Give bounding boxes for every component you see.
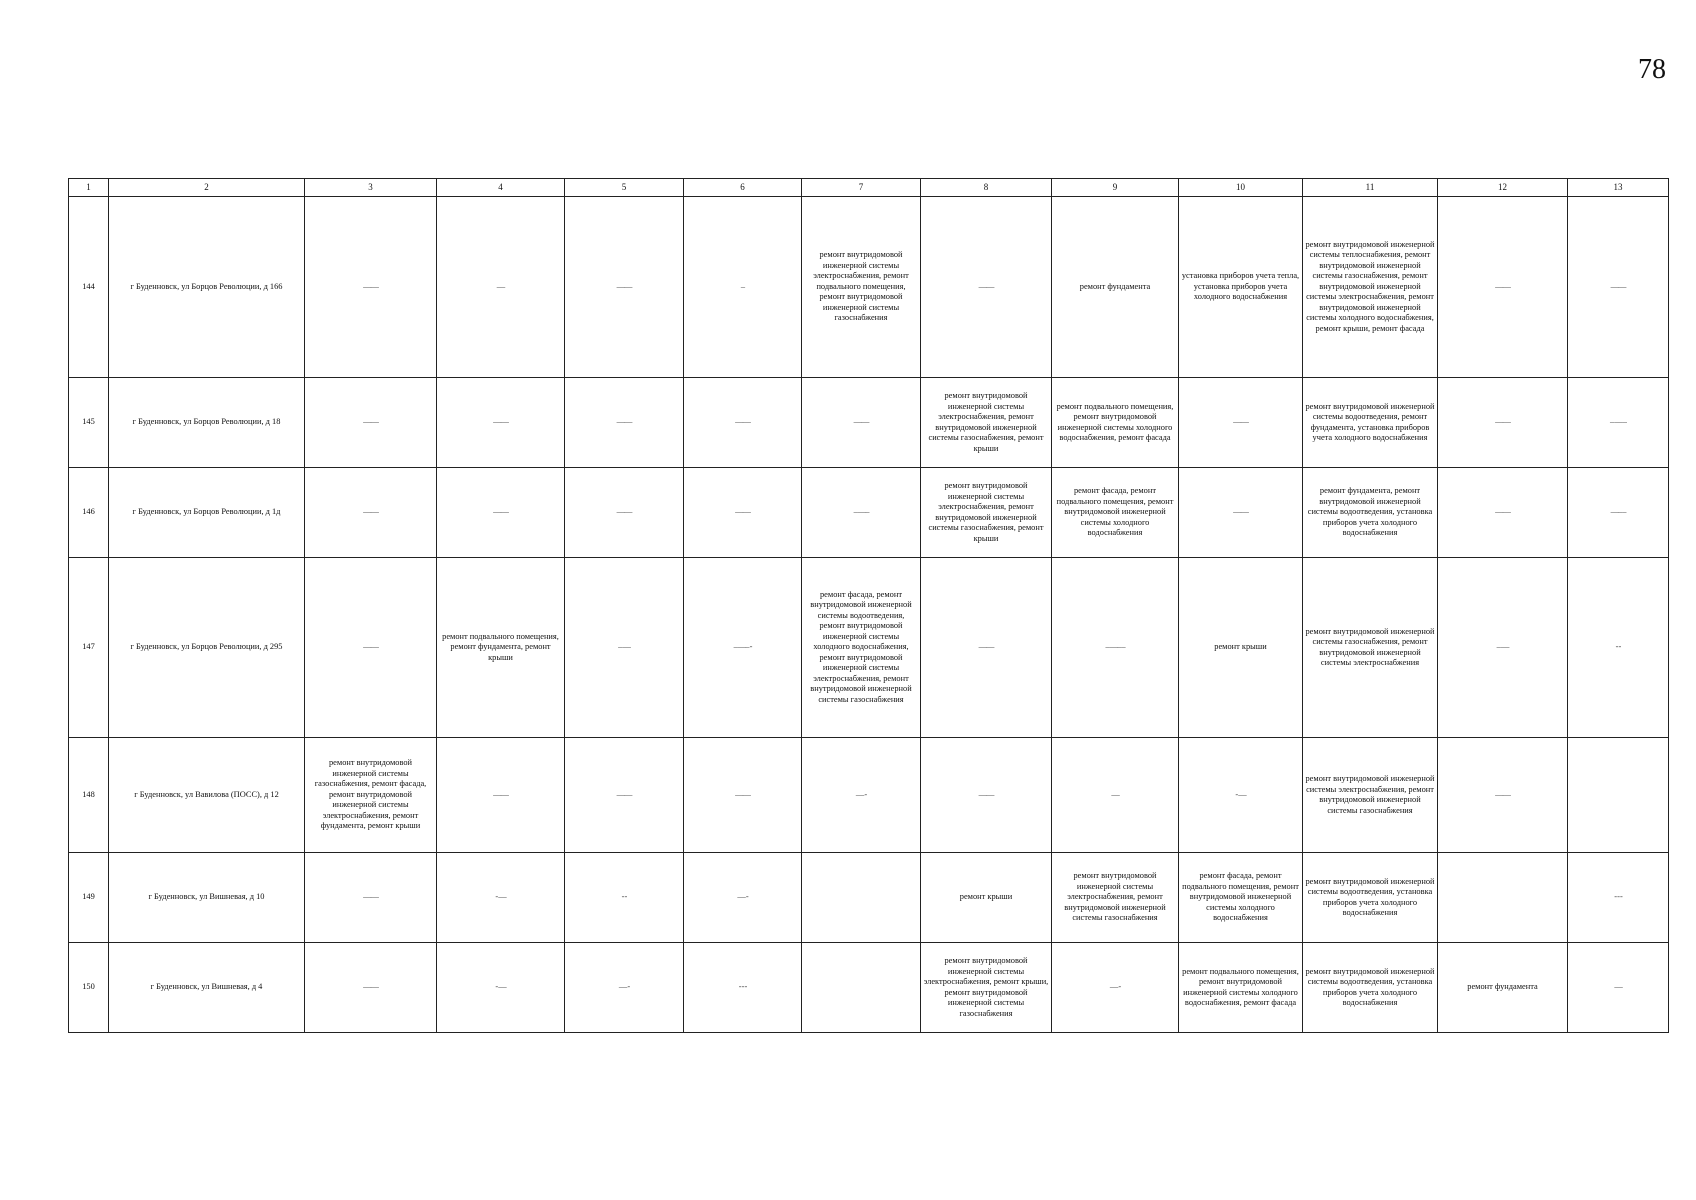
table-row (69, 558, 1669, 738)
table-cell: — (1052, 738, 1179, 853)
table-cell: – —– (802, 468, 921, 558)
table-cell: — (1568, 943, 1669, 1033)
table-cell: —— (565, 468, 684, 558)
column-header: 4 (437, 179, 565, 197)
table-cell: —— (1179, 378, 1303, 468)
table-cell: ремонт внутридомовой инженерной системы газоснабжения, ремонт фасада, ремонт внутридомовой инженерной системы электроснабжения, ремонт фундамента, ремонт крыши (305, 738, 437, 853)
table-row (69, 197, 1669, 378)
repair-plan-table (68, 178, 1669, 1033)
table-cell: ремонт внутридомовой инженерной системы электроснабжения, ремонт внутридомовой инженерной системы газоснабжения, ремонт крыши (921, 378, 1052, 468)
table-cell: ремонт крыши (1179, 558, 1303, 738)
address-cell: г Буденновск, ул Борцов Революции, д 295 (109, 558, 305, 738)
address-cell: г Буденновск, ул Вишневая, д 10 (109, 853, 305, 943)
address-cell: г Буденновск, ул Борцов Революции, д 166 (109, 197, 305, 378)
column-header: 5 (565, 179, 684, 197)
table-cell: ремонт фасада, ремонт подвального помещения, ремонт внутридомовой инженерной системы холодного водоснабжения (1052, 468, 1179, 558)
table-row (69, 738, 1669, 853)
table-cell: ремонт внутридомовой инженерной системы электроснабжения, ремонт внутридомовой инженерной системы газоснабжения, ремонт крыши (921, 468, 1052, 558)
table-row (69, 943, 1669, 1033)
table-cell: —— (1438, 468, 1568, 558)
row-number: 150 (69, 943, 109, 1033)
row-number: 149 (69, 853, 109, 943)
address-cell: г Буденновск, ул Борцов Революции, д 1д (109, 468, 305, 558)
table-cell: ремонт фасада, ремонт подвального помещения, ремонт внутридомовой инженерной системы холодного водоснабжения (1179, 853, 1303, 943)
table-cell: —— (1438, 378, 1568, 468)
address-cell: г Буденновск, ул Вишневая, д 4 (109, 943, 305, 1033)
column-header: 3 (305, 179, 437, 197)
table-cell: установка приборов учета тепла, установка приборов учета холодного водоснабжения (1179, 197, 1303, 378)
table-cell: —— (437, 738, 565, 853)
table-cell: —– – (1568, 468, 1669, 558)
table-cell: - - - (684, 943, 802, 1033)
table-cell: – (684, 197, 802, 378)
table-cell: —— (305, 468, 437, 558)
table-cell: —— (802, 378, 921, 468)
table-cell: —— (565, 738, 684, 853)
table-cell (1568, 738, 1669, 853)
table-cell: ремонт фасада, ремонт внутридомовой инженерной системы водоотведения, ремонт внутридомовой инженерной системы холодного водоснабжения, ремонт внутридомовой инженерной системы электроснабжения, ремонт внутридомовой инженерной системы газоснабжения (802, 558, 921, 738)
table-cell: —— (565, 378, 684, 468)
table-cell: ремонт внутридомовой инженерной системы электроснабжения, ремонт внутридомовой инженерной системы газоснабжения (1303, 738, 1438, 853)
table-cell: ремонт фундамента (1438, 943, 1568, 1033)
row-number: 144 (69, 197, 109, 378)
table-cell: —— (565, 197, 684, 378)
table-cell: - — (1179, 738, 1303, 853)
table-cell (802, 853, 921, 943)
column-header: 9 (1052, 179, 1179, 197)
table-row (69, 378, 1669, 468)
table-cell: – — (1438, 558, 1568, 738)
table-cell: — - (565, 943, 684, 1033)
address-cell: г Буденновск, ул Вавилова (ПОСС), д 12 (109, 738, 305, 853)
table-cell: ремонт внутридомовой инженерной системы теплоснабжения, ремонт внутридомовой инженерной системы газоснабжения, ремонт внутридомовой инженерной системы электроснабжения, ремонт внутридомовой инженерной системы холодного водоснабжения, ремонт крыши, ремонт фасада (1303, 197, 1438, 378)
table-cell: ремонт внутридомовой инженерной системы электроснабжения, ремонт внутридомовой инженерной системы газоснабжения (1052, 853, 1179, 943)
table-cell: – — (565, 558, 684, 738)
table-row (69, 853, 1669, 943)
table-cell: – —– - (684, 558, 802, 738)
table-cell: – —– – (1052, 558, 1179, 738)
table-cell: — - (1052, 943, 1179, 1033)
table-cell: —— (684, 468, 802, 558)
column-header: 7 (802, 179, 921, 197)
table-cell: —— (921, 738, 1052, 853)
table-cell: ремонт внутридомовой инженерной системы водоотведения, ремонт фундамента, установка приборов учета холодного водоснабжения (1303, 378, 1438, 468)
table-cell: - — (437, 853, 565, 943)
table-cell: ремонт фундамента (1052, 197, 1179, 378)
table-cell: — - (802, 738, 921, 853)
table-cell: ремонт внутридомовой инженерной системы электроснабжения, ремонт подвального помещения, ремонт внутридомовой инженерной системы газоснабжения (802, 197, 921, 378)
table-cell: —— (305, 558, 437, 738)
table-cell: —— (1568, 197, 1669, 378)
table-cell (1438, 853, 1568, 943)
column-header: 12 (1438, 179, 1568, 197)
page-number: 78 (1638, 54, 1666, 85)
table-cell: ремонт подвального помещения, ремонт фундамента, ремонт крыши (437, 558, 565, 738)
table-cell: —— (921, 197, 1052, 378)
table-cell: —— (437, 468, 565, 558)
row-number: 146 (69, 468, 109, 558)
table-cell: ремонт подвального помещения, ремонт внутридомовой инженерной системы холодного водоснабжения, ремонт фасада (1179, 943, 1303, 1033)
column-header: 1 (69, 179, 109, 197)
column-header: 11 (1303, 179, 1438, 197)
column-header: 10 (1179, 179, 1303, 197)
address-cell: г Буденновск, ул Борцов Революции, д 18 (109, 378, 305, 468)
table-cell: - - (565, 853, 684, 943)
table-cell: - — (437, 943, 565, 1033)
column-header: 8 (921, 179, 1052, 197)
column-header: 6 (684, 179, 802, 197)
table-cell: —— (684, 378, 802, 468)
table-cell: —— (1179, 468, 1303, 558)
table-cell: – — – (1568, 378, 1669, 468)
table-cell: ремонт внутридомовой инженерной системы газоснабжения, ремонт внутридомовой инженерной системы электроснабжения (1303, 558, 1438, 738)
table-cell: — - (684, 853, 802, 943)
table-cell: ремонт внутридомовой инженерной системы водоотведения, установка приборов учета холодного водоснабжения (1303, 853, 1438, 943)
row-number: 145 (69, 378, 109, 468)
column-number-row (69, 179, 1669, 197)
table-cell: ремонт фундамента, ремонт внутридомовой инженерной системы водоотведения, установка приборов учета холодного водоснабжения (1303, 468, 1438, 558)
row-number: 148 (69, 738, 109, 853)
column-header: 2 (109, 179, 305, 197)
row-number: 147 (69, 558, 109, 738)
table-cell: —— (437, 378, 565, 468)
table-cell: —— (921, 558, 1052, 738)
table-cell: —— (1438, 197, 1568, 378)
table-row (69, 468, 1669, 558)
column-header: 13 (1568, 179, 1669, 197)
table-cell: ремонт крыши (921, 853, 1052, 943)
table-cell: —— (305, 378, 437, 468)
table-cell: —— (305, 853, 437, 943)
table-cell: ремонт подвального помещения, ремонт внутридомовой инженерной системы холодного водоснабжения, ремонт фасада (1052, 378, 1179, 468)
table-cell: ремонт внутридомовой инженерной системы электроснабжения, ремонт крыши, ремонт внутридомовой инженерной системы газоснабжения (921, 943, 1052, 1033)
table-cell: ремонт внутридомовой инженерной системы водоотведения, установка приборов учета холодного водоснабжения (1303, 943, 1438, 1033)
table-cell: —— (305, 197, 437, 378)
table-cell: - - - (1568, 853, 1669, 943)
table-cell: —— (684, 738, 802, 853)
table-cell: —— (1438, 738, 1568, 853)
table-cell (802, 943, 921, 1033)
table-cell: —— (305, 943, 437, 1033)
table-cell: – – (437, 197, 565, 378)
table-cell: - - (1568, 558, 1669, 738)
